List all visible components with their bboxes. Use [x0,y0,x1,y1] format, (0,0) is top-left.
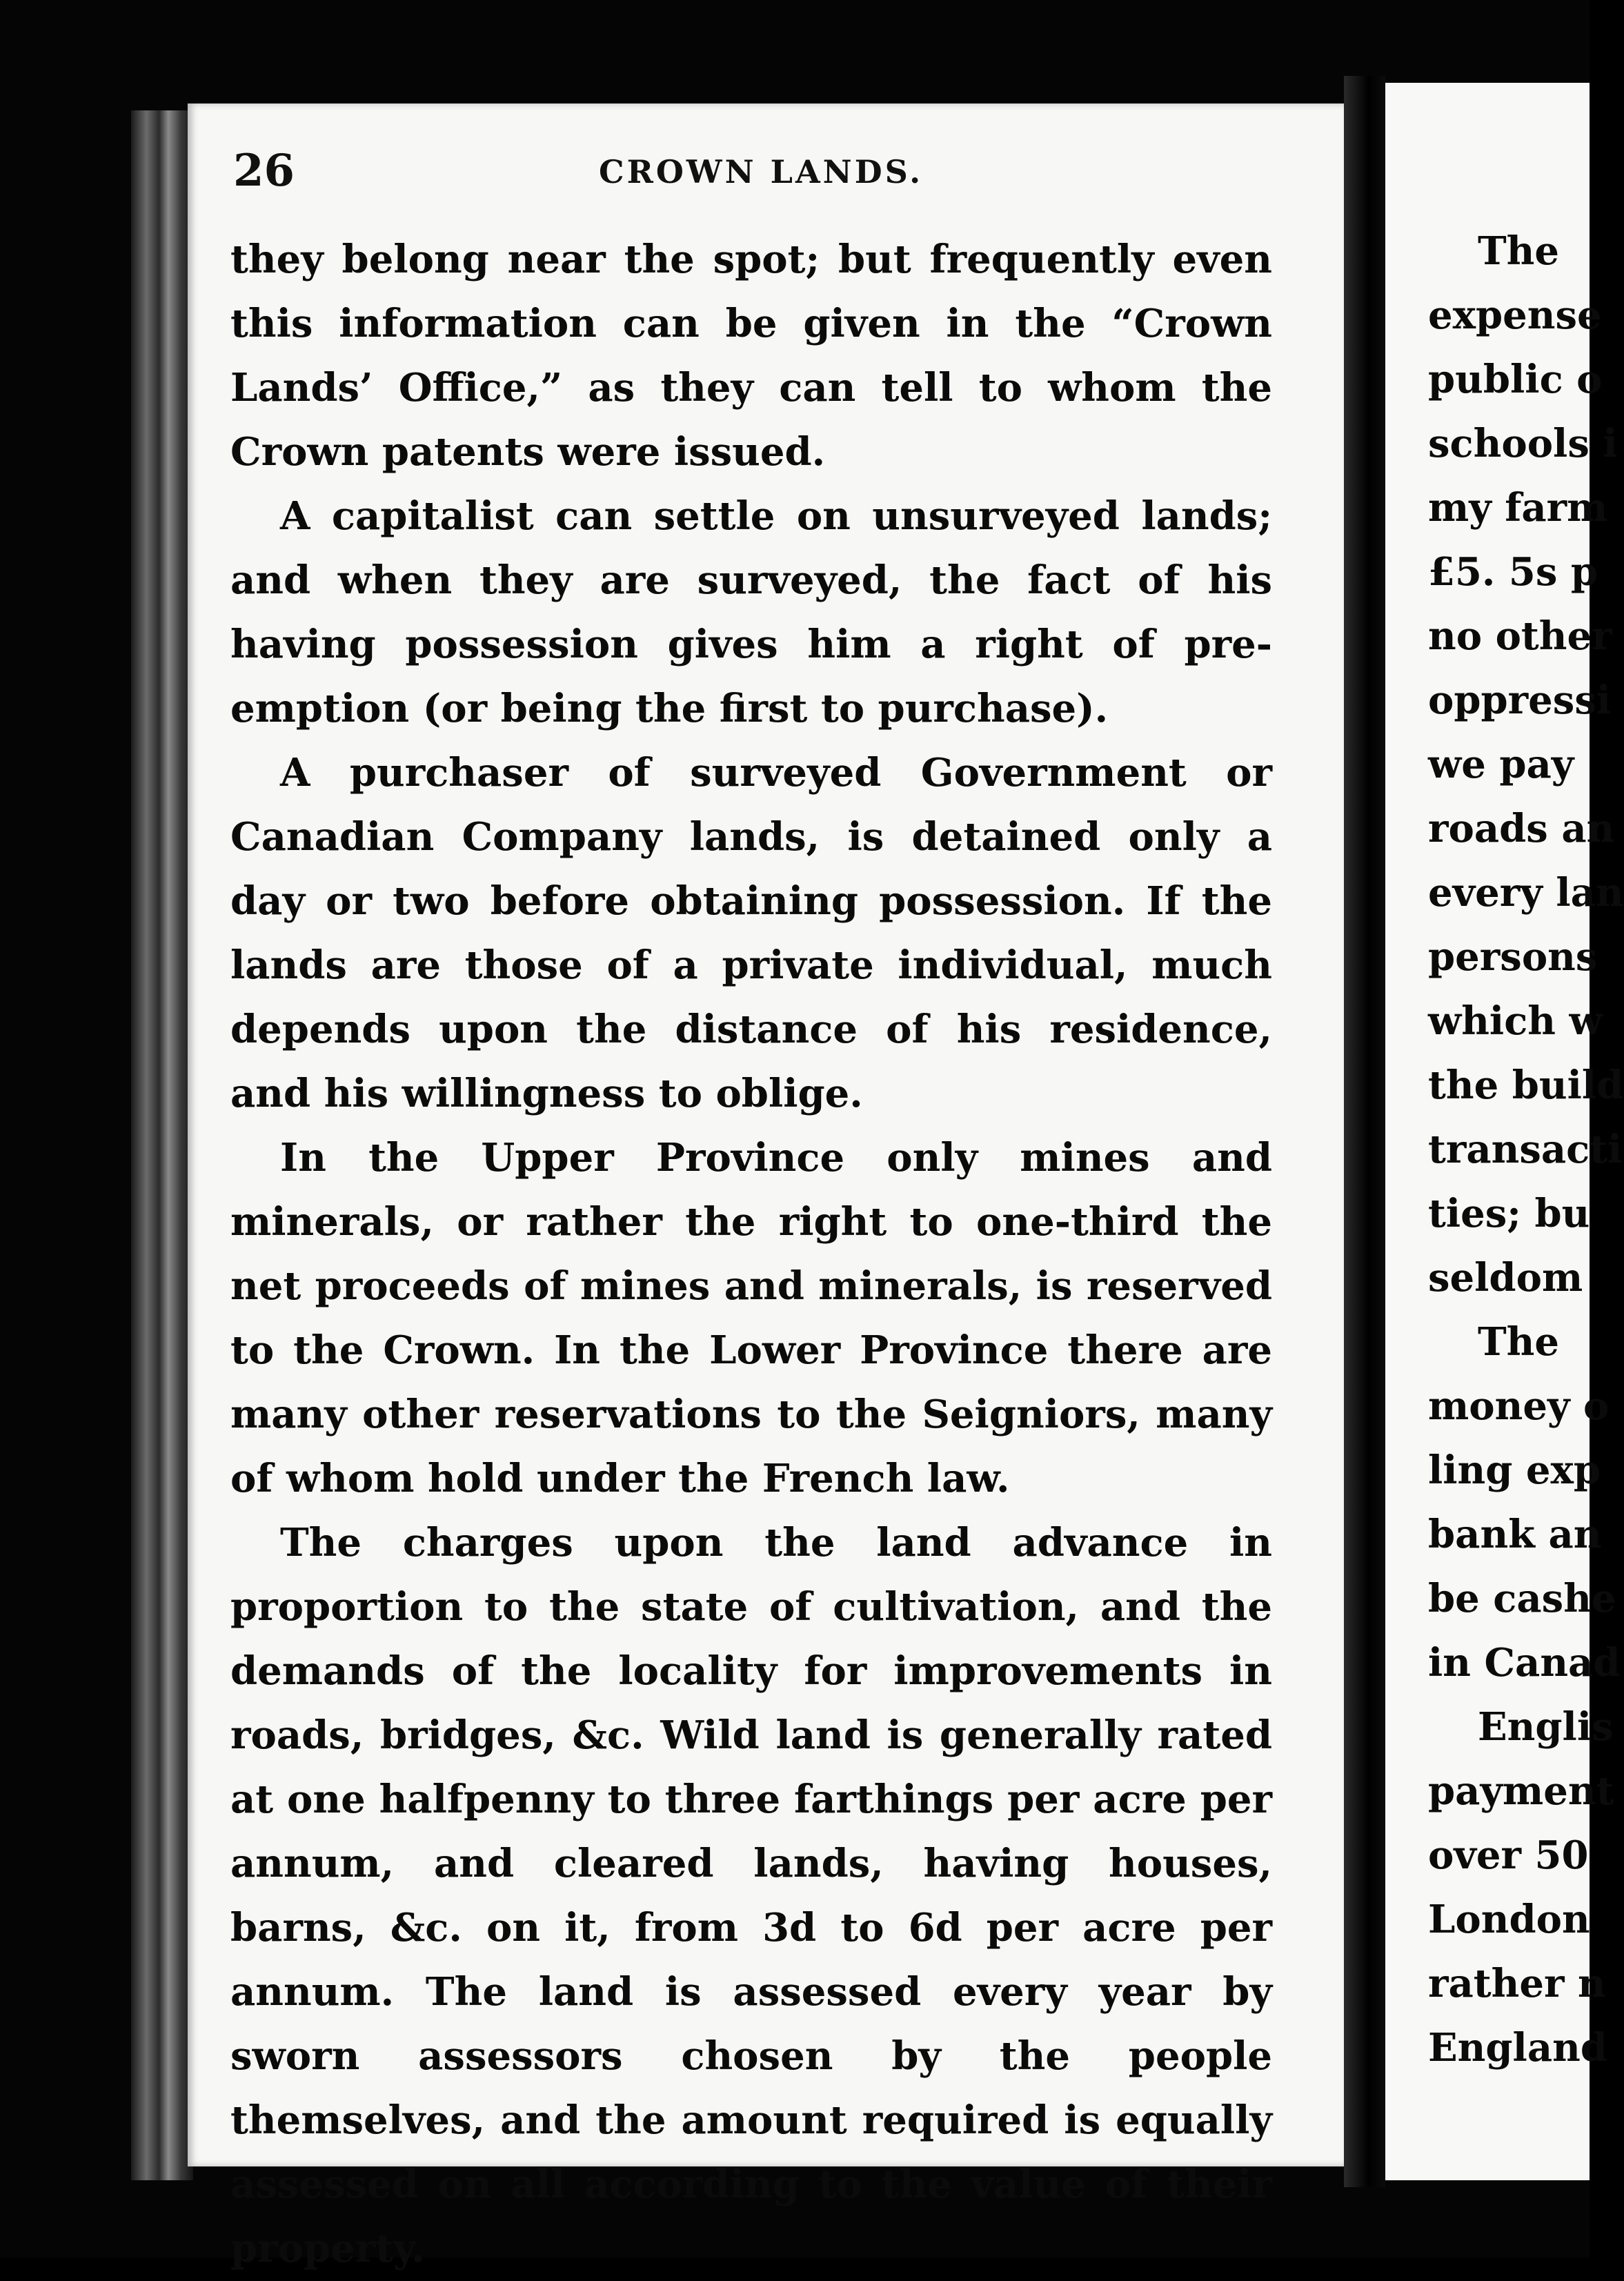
right-line: every lan [1428,870,1624,916]
right-line: £5. 5s p [1428,549,1598,595]
paragraph-5: The charges upon the land advance in proportion to the state of cultivation, and the demands of the locality for improvements in roads, bridges, &c. Wild land is generally rated at one halfpenny to three farthings per acre per annum, and cleared lands, having houses, barns, &c. on it, from 3d to 6d per acre per annum. The land is assessed every year by sworn assessors chosen by the people themselves, and the amount required is equally assessed on all according to the value of their property. [230,1520,1272,2271]
right-line: no other [1428,613,1612,659]
right-line: seldom [1428,1255,1583,1301]
paragraph-4: In the Upper Province only mines and minerals, or rather the right to one-third the net proceeds of mines and minerals, is reserved to the Crown. In the Lower Province there are many other reservations to the Seigniors, many of whom hold under the French law. [230,1135,1272,1501]
right-line: in Canad [1428,1640,1621,1686]
right-line: be cashe [1428,1576,1616,1621]
book-binding-edge [131,110,193,2180]
right-line: the build [1428,1063,1624,1108]
page-gutter [1344,76,1385,2187]
paragraph-3: A purchaser of surveyed Government or Canadian Company lands, is detained only a day or two before obtaining possession. If the lands are those of a private individual, much depends upon the distance of his residence, and his willingness to oblige. [230,750,1272,1116]
left-page-body [230,228,1272,2281]
paragraph-2: A capitalist can settle on unsurveyed lands; and when they are surveyed, the fact of his having possession gives him a right of pre-emption (or being the first to purchase). [230,493,1272,731]
right-line: which w [1428,998,1603,1044]
right-page-text [1428,219,1624,2080]
paragraph-1: they belong near the spot; but frequently even this information can be given in the “Crown Lands’ Office,” as they can tell to whom the Crown patents were issued. [230,237,1272,475]
right-line: over 50 [1428,1833,1589,1878]
right-line: expense [1428,293,1602,338]
right-line: we pay [1428,742,1574,787]
right-line: bank an [1428,1512,1602,1557]
right-line: my farm [1428,485,1608,531]
right-line: schools i [1428,421,1618,466]
right-line: roads an [1428,806,1615,851]
running-title: CROWN LANDS. [599,153,924,190]
right-line: The [1478,228,1560,274]
right-line: payment [1428,1768,1614,1814]
right-line: money o [1428,1383,1610,1429]
right-line: transacti [1428,1127,1623,1172]
right-line: ties; bu [1428,1191,1590,1236]
right-line: oppressi [1428,678,1612,723]
right-line: public o [1428,357,1603,402]
right-line: rather n [1428,1961,1606,2006]
right-line: ling exp [1428,1448,1601,1493]
right-line: The [1478,1319,1560,1365]
right-line: persons [1428,934,1598,980]
right-line: Englis [1478,1704,1614,1750]
page-number: 26 [233,145,295,197]
right-line: England [1428,2025,1607,2071]
right-line: London [1428,1897,1590,1942]
